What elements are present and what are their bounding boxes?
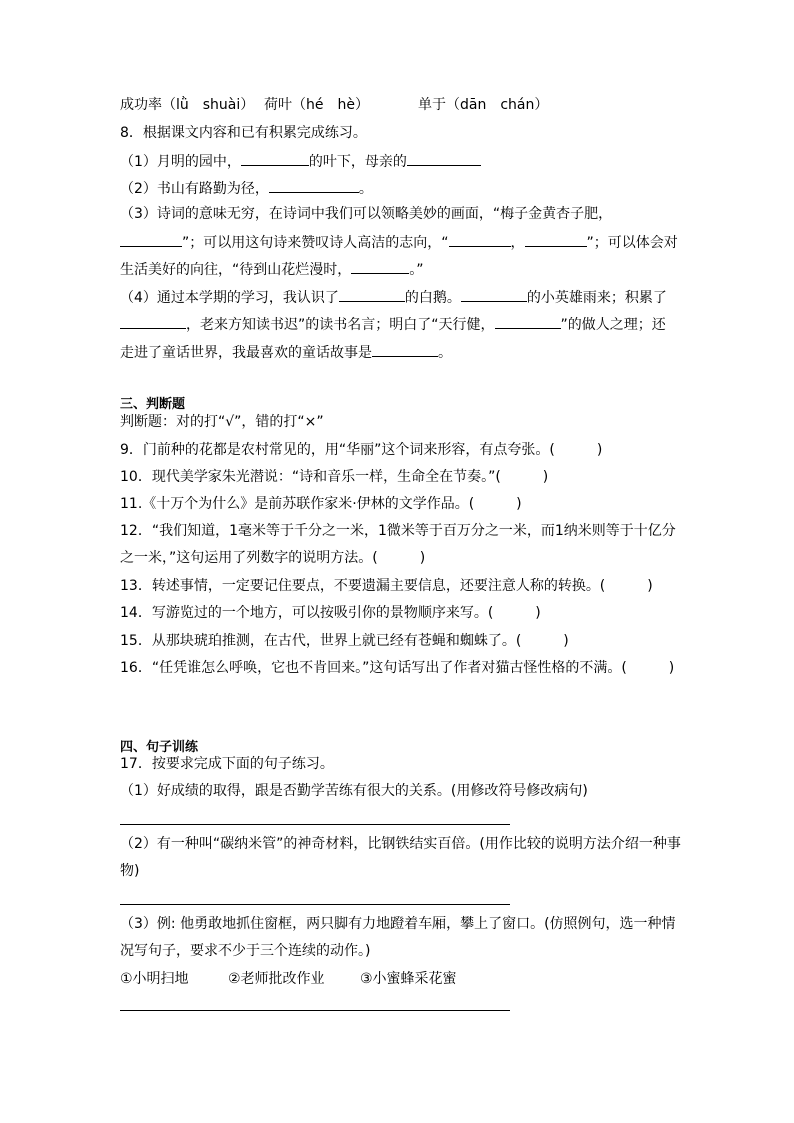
pinyin-item-3: 单于（dān chán） [418, 97, 549, 113]
answer-blank[interactable] [525, 232, 587, 247]
q8-part4-line3 [120, 342, 452, 362]
answer-line[interactable] [120, 824, 510, 825]
answer-blank[interactable] [407, 151, 481, 166]
section4-title: 四、句子训练 [120, 740, 199, 755]
section3-title: 三、判断题 [120, 397, 186, 412]
sentence-task-2-line2: 物) [120, 863, 140, 879]
judge-item-15: 15．从那块琥珀推测，在古代，世界上就已经有苍蝇和蜘蛛了。( ) [120, 633, 569, 649]
q8-p4-text-d: ，老来方知读书迟”的读书名言；明白了“天行健， [186, 317, 495, 333]
pinyin-item-1: 成功率（lǜ shuài） [120, 97, 255, 113]
q8-part2 [120, 178, 373, 198]
sentence-task-2-line1: （2）有一种叫“碳纳米管”的神奇材料，比钢铁结实百倍。(用作比较的说明方法介绍一种事 [120, 836, 681, 852]
answer-blank[interactable] [339, 287, 405, 302]
q8-p2-text-b: 。 [358, 181, 373, 197]
q8-part4-line1 [120, 287, 667, 307]
judge-item-16: 16．“任凭谁怎么呼唤，它也不肯回来。”这句话写出了作者对猫古怪性格的不满。( ) [120, 660, 675, 676]
option-2: ②老师批改作业 [228, 971, 325, 987]
q8-p2-text-a: （2）书山有路勤为径， [120, 181, 269, 197]
q8-p4-text-f: 走进了童话世界，我最喜欢的童话故事是 [120, 345, 372, 361]
judge-item-9: 9．门前种的花都是农村常见的，用“华丽”这个词来形容，有点夸张。( ) [120, 442, 603, 458]
q8-part4-line2 [120, 314, 666, 334]
q8-p4-text-g: 。 [438, 345, 452, 361]
answer-line[interactable] [120, 1010, 510, 1011]
sentence-task-3-line2: 况写句子，要求不少于三个连续的动作。) [120, 943, 371, 959]
answer-blank[interactable] [449, 232, 511, 247]
answer-blank[interactable] [461, 287, 527, 302]
judge-item-12-line2: 之一米，”这句运用了列数字的说明方法。( ) [120, 550, 426, 566]
q8-p3-text-c: ”；可以体会对 [586, 235, 678, 251]
sentence-options [120, 970, 457, 988]
q8-part3-line3 [120, 259, 424, 279]
q8-p4-text-a: （4）通过本学期的学习，我认识了 [120, 290, 339, 306]
judge-item-11: 11.《十万个为什么》是前苏联作家米·伊林的文学作品。( ) [120, 496, 522, 512]
q8-p3-text-b: ， [510, 235, 525, 251]
q8-p4-text-b: 的白鹅。 [404, 290, 461, 306]
sentence-task-1: （1）好成绩的取得，跟是否勤学苦练有很大的关系。(用修改符号修改病句) [120, 783, 588, 799]
q8-p1-text-b: 的叶下，母亲的 [308, 154, 407, 170]
q17-title: 17．按要求完成下面的句子练习。 [120, 756, 334, 772]
answer-blank[interactable] [372, 342, 438, 357]
answer-blank[interactable] [269, 178, 359, 193]
q8-p1-text-a: （1）月明的园中， [120, 154, 241, 170]
answer-blank[interactable] [241, 151, 309, 166]
sentence-task-3-line1: （3）例: 他勇敢地抓住窗框，两只脚有力地蹬着车厢，攀上了窗口。(仿照例句，选一种情 [120, 916, 676, 932]
q8-p3-text-a: ”；可以用这句诗来赞叹诗人高洁的志向，“ [182, 235, 449, 251]
q8-p4-text-c: 的小英雄雨来；积累了 [526, 290, 667, 306]
answer-blank[interactable] [495, 314, 561, 329]
answer-blank[interactable] [120, 232, 182, 247]
section3-instruction: 判断题：对的打“√”，错的打“×” [120, 414, 324, 430]
q8-part1 [120, 151, 481, 171]
q8-p3-text-e: 。” [409, 262, 424, 278]
pinyin-item-2: 荷叶（hé hè） [264, 97, 369, 113]
option-1: ①小明扫地 [120, 971, 189, 987]
answer-blank[interactable] [351, 259, 409, 274]
answer-line[interactable] [120, 904, 510, 905]
judge-item-14: 14．写游览过的一个地方，可以按吸引你的景物顺序来写。( ) [120, 605, 541, 621]
q8-part3-line2 [120, 232, 678, 252]
q8-p4-text-e: ”的做人之理；还 [560, 317, 666, 333]
option-3: ③小蜜蜂采花蜜 [360, 971, 457, 987]
q8-title: 8．根据课文内容和已有积累完成练习。 [120, 125, 367, 141]
judge-item-12-line1: 12．“我们知道，1毫米等于千分之一米，1微米等于百万分之一米，而1纳米则等于十亿分 [120, 523, 676, 539]
q8-part3-line1: （3）诗词的意味无穷，在诗词中我们可以领略美妙的画面，“梅子金黄杏子肥， [120, 206, 613, 222]
pinyin-line [120, 96, 548, 114]
answer-blank[interactable] [120, 314, 186, 329]
q8-p3-text-d: 生活美好的向往，“待到山花烂漫时， [120, 262, 352, 278]
judge-item-10: 10．现代美学家朱光潜说：“诗和音乐一样，生命全在节奏。”( ) [120, 469, 549, 485]
judge-item-13: 13．转述事情，一定要记住要点，不要遗漏主要信息，还要注意人称的转换。( ) [120, 578, 653, 594]
